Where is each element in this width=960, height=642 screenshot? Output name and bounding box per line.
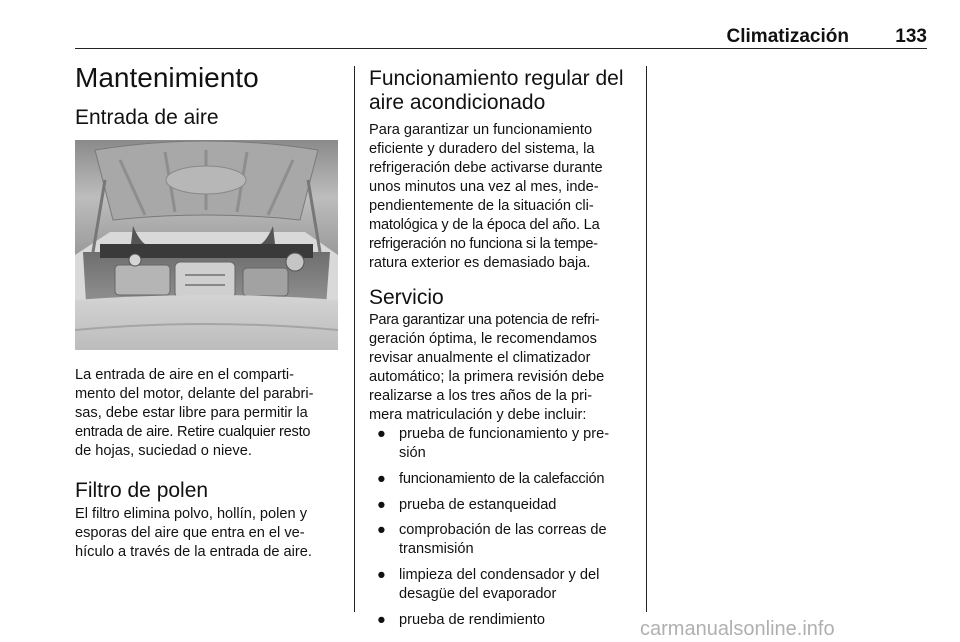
paragraph-line: mento del motor, delante del parabri- — [75, 386, 314, 402]
paragraph-line: ratura exterior es demasiado baja. — [369, 255, 591, 271]
header-rule — [75, 48, 927, 49]
heading-service: Servicio — [369, 286, 444, 309]
page-number: 133 — [895, 26, 927, 47]
paragraph-line: La entrada de aire en el comparti- — [75, 367, 295, 383]
paragraph-line: mera matriculación y debe incluir: — [369, 407, 587, 423]
list-item-text: prueba de funcionamiento y pre- — [399, 426, 610, 442]
paragraph-line: sas, debe estar libre para permitir la — [75, 405, 308, 421]
bullet-icon: ● — [377, 497, 386, 513]
list-item-text: limpieza del condensador y del — [399, 567, 600, 583]
paragraph-line: automático; la primera revisión debe — [369, 369, 605, 385]
paragraph-line: unos minutos una vez al mes, inde- — [369, 179, 599, 195]
list-item-text: desagüe del evaporador — [399, 586, 557, 602]
paragraph-line: Para garantizar una potencia de refri- — [369, 312, 600, 328]
heading-pollen-filter: Filtro de polen — [75, 479, 209, 502]
heading-ac-operation: Funcionamiento regular del — [369, 67, 624, 90]
list-item-text: transmisión — [399, 541, 474, 557]
paragraph-line: entrada de aire. Retire cualquier resto — [75, 424, 311, 440]
paragraph-line: realizarse a los tres años de la pri- — [369, 388, 593, 404]
heading-air-intake: Entrada de aire — [75, 106, 219, 129]
engine-bay-photo — [75, 140, 338, 350]
watermark: carmanualsonline.info — [640, 618, 835, 640]
paragraph-line: geración óptima, le recomendamos — [369, 331, 597, 347]
paragraph-line: hículo a través de la entrada de aire. — [75, 544, 312, 560]
heading-ac-operation: aire acondicionado — [369, 91, 546, 114]
list-item-text: funcionamiento de la calefacción — [399, 471, 605, 487]
paragraph-line: Para garantizar un funcionamiento — [369, 122, 593, 138]
bullet-icon: ● — [377, 522, 386, 538]
paragraph-line: matológica y de la época del año. La — [369, 217, 600, 233]
paragraph-line: refrigeración no funciona si la tempe- — [369, 236, 598, 252]
bullet-icon: ● — [377, 426, 386, 442]
list-item-text: comprobación de las correas de — [399, 522, 607, 538]
paragraph-line: refrigeración debe activarse durante — [369, 160, 603, 176]
column-divider — [354, 66, 355, 612]
paragraph-line: eficiente y duradero del sistema, la — [369, 141, 595, 157]
list-item-text: sión — [399, 445, 426, 461]
paragraph-line: El filtro elimina polvo, hollín, polen y — [75, 506, 307, 522]
bullet-icon: ● — [377, 612, 386, 628]
column-divider — [646, 66, 647, 612]
chapter-title: Mantenimiento — [75, 62, 259, 93]
paragraph-line: de hojas, suciedad o nieve. — [75, 443, 252, 459]
page-header — [75, 26, 927, 48]
list-item-text: prueba de rendimiento — [399, 612, 546, 628]
bullet-icon: ● — [377, 567, 386, 583]
bullet-icon: ● — [377, 471, 386, 487]
list-item-text: prueba de estanqueidad — [399, 497, 557, 513]
paragraph-line: revisar anualmente el climatizador — [369, 350, 591, 366]
section-title: Climatización — [726, 26, 849, 47]
paragraph-line: pendientemente de la situación cli- — [369, 198, 594, 214]
paragraph-line: esporas del aire que entra en el ve- — [75, 525, 305, 541]
